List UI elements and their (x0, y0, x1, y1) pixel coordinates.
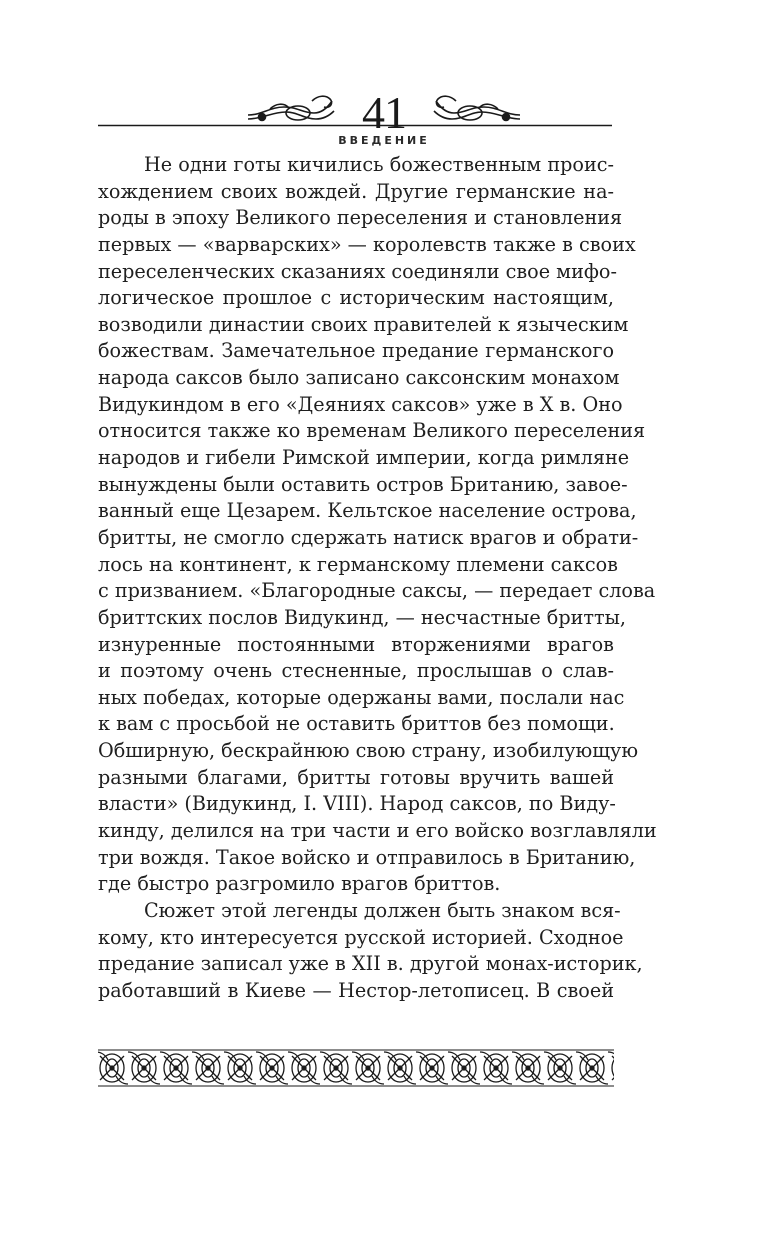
page-number: 41 (362, 87, 406, 138)
footer-ornament-icon (96, 1048, 616, 1088)
text-line: работавший в Киеве — Нестор-летописец. В своей (98, 978, 614, 1002)
text-line: изнуренные постоянными вторжениями врагов (98, 632, 614, 656)
text-line: народов и гибели Римской империи, когда римляне (98, 446, 630, 470)
text-line: возводили династии своих правителей к языческим (98, 312, 629, 336)
text-line: роды в эпоху Великого переселения и становления (98, 206, 623, 230)
body-text (98, 152, 657, 1005)
text-line: бритты, не смогло сдержать натиск врагов и обрати- (98, 525, 639, 549)
text-line: божествам. Замечательное предание германского (98, 339, 614, 363)
text-line: к вам с просьбой не оставить бриттов без помощи. (98, 712, 615, 736)
text-line: разными благами, бритты готовы вручить вашей (98, 765, 614, 789)
text-line: кому, кто интересуется русской историей. Сходное (98, 925, 624, 949)
text-line: Обширную, бескрайнюю свою страну, изобилующую (98, 739, 639, 763)
text-line: Не одни готы кичились божественным проис- (144, 153, 614, 176)
text-line: три вождя. Такое войско и отправилось в Британию, (98, 845, 636, 869)
text-line: хождением своих вождей. Другие германские на- (98, 179, 614, 203)
page-header (0, 85, 768, 155)
text-line: лось на континент, к германскому племени саксов (98, 552, 618, 576)
text-line: народа саксов было записано саксонским монахом (98, 366, 620, 390)
text-line: вынуждены были оставить остров Британию, завое- (98, 472, 628, 496)
text-line: первых — «варварских» — королевств также в своих (98, 232, 636, 256)
text-line: с призванием. «Благородные саксы, — передает слова (98, 579, 656, 603)
text-line: власти» (Видукинд, I. VIII). Народ саксов, по Виду- (98, 792, 616, 816)
text-line: и поэтому очень стесненные, прослышав о слав- (98, 659, 614, 683)
text-line: логическое прошлое с историческим настоящим, (98, 286, 614, 310)
text-line: Видукиндом в его «Деяниях саксов» уже в X в. Оно (98, 392, 623, 416)
running-header: ВВЕДЕНИЕ (338, 134, 430, 147)
text-line: кинду, делился на три части и его войско возглавляли (98, 819, 657, 843)
text-line: переселенческих сказаниях соединяли свое мифо- (98, 259, 617, 283)
text-line: предание записал уже в XII в. другой монах-историк, (98, 952, 643, 976)
text-line: ванный еще Цезарем. Кельтское население острова, (98, 499, 637, 523)
text-line: бриттских послов Видукинд, — несчастные бритты, (98, 605, 627, 629)
text-line: относится также ко временам Великого переселения (98, 419, 646, 443)
text-line: ных победах, которые одержаны вами, послали нас (98, 685, 625, 709)
text-line: Сюжет этой легенды должен быть знаком вся- (144, 898, 621, 922)
text-line: где быстро разгромило врагов бриттов. (98, 872, 501, 896)
